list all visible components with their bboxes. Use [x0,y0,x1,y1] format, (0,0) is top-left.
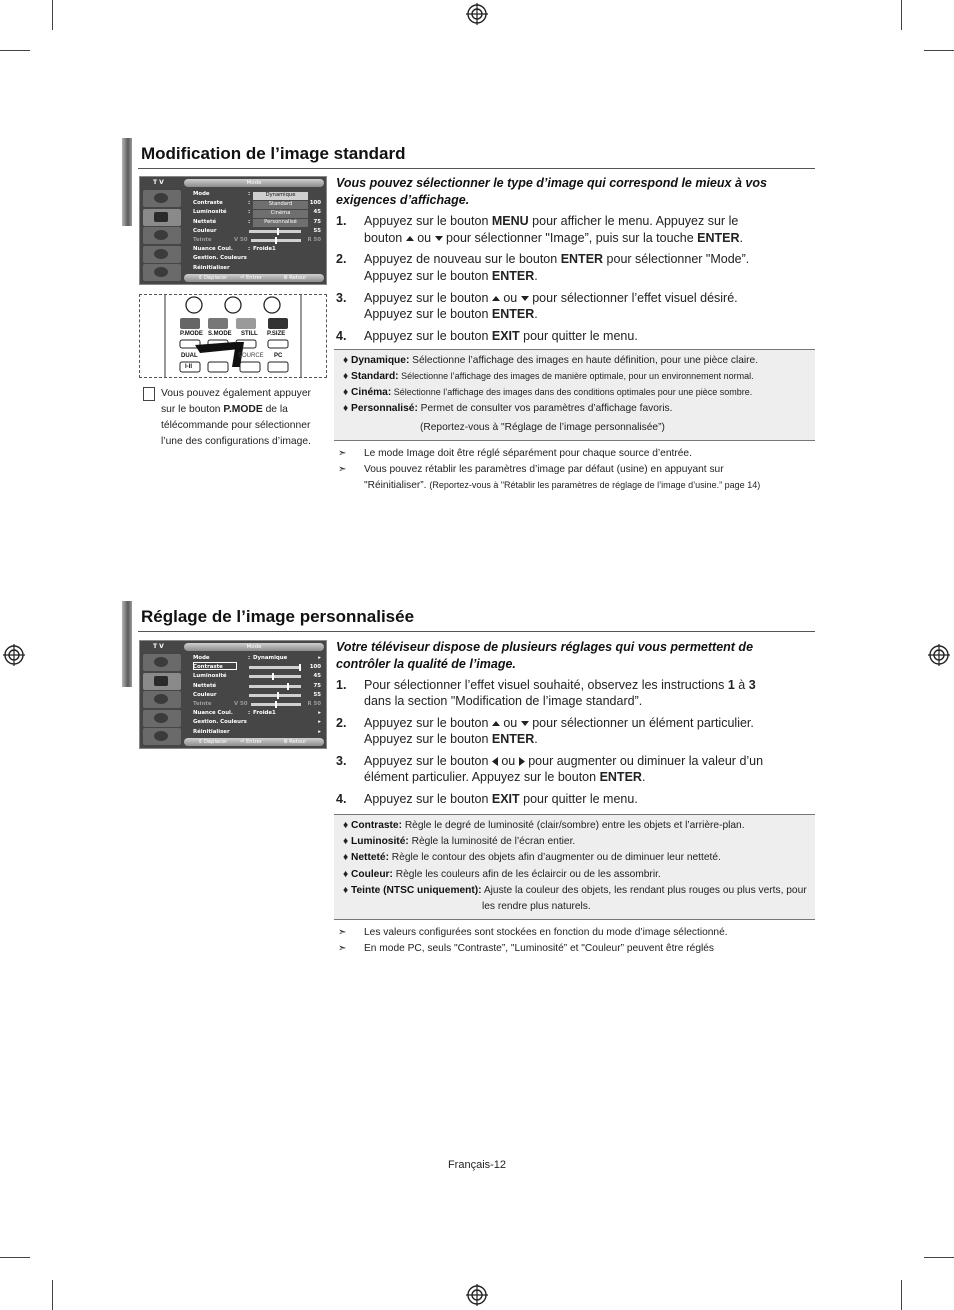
crop-mark [0,50,30,51]
crop-mark [901,1280,902,1310]
crop-mark [924,50,954,51]
remote-label: S.MODE [208,331,232,337]
crop-mark [901,0,902,30]
section-title: Réglage de l’image personnalisée [141,607,415,626]
registration-mark-icon [466,1284,488,1306]
registration-mark-icon [3,644,25,666]
remote-label: DUAL [181,353,198,359]
osd-row-color-tone: Nuance Coul. : Froide1 ▸ [193,710,321,717]
osd-footer [184,738,324,746]
remote-label: I-II [185,364,192,370]
dropdown-item: Standard [253,201,308,209]
osd-menu-custom [139,640,327,749]
osd-menu-mode [139,176,327,285]
bullet-item: ♦ Contraste: Règle le degré de luminosité (clair/sombre) entre les objets et l’arrière-plan. [343,820,745,831]
picture-icon [143,209,181,226]
up-arrow-icon [492,295,500,302]
remote-label: P.SIZE [267,331,286,337]
dropdown-item: Personnalisé [253,219,308,227]
sound-icon [143,691,181,708]
bullet-reference: (Reportez-vous à "Réglage de l’image personnalisée”) [420,422,665,433]
osd-row-color-management: Gestion. Couleurs [193,255,247,262]
registration-mark-icon [466,3,488,25]
osd-row-color: Couleur 55 [193,691,321,698]
intro-text: Vous pouvez sélectionner le type d’image qui correspond le mieux à vos exigences d’affichage. [336,176,767,207]
down-arrow-icon [521,295,529,302]
registration-mark-icon [928,644,950,666]
osd-row-tint: Teinte V 50 R 50 [193,236,321,243]
bullet-item: ♦ Couleur: Règle les couleurs afin de les éclaircir ou de les assombrir. [343,869,661,880]
bullet-item: ♦ Teinte (NTSC uniquement): Ajuste la couleur des objets, les rendant plus rouges ou plus verts, pour [343,885,807,896]
osd-footer [184,274,324,282]
input-icon [143,654,181,671]
up-arrow-icon [492,720,500,727]
move-hint: ⇕ Déplacer [198,739,228,745]
input-icon [143,190,181,207]
mode-descriptions-box [334,349,815,441]
osd-row-reset: Réinitialiser ▸ [193,728,321,735]
osd-side-icons [143,654,181,746]
osd-row-sharpness: Netteté 75 [193,682,321,689]
down-arrow-icon [435,235,443,242]
bullet-continued: les rendre plus naturels. [482,901,591,912]
remote-label: P.MODE [180,331,203,337]
move-hint: ⇕ Déplacer [198,275,228,281]
crop-mark [924,1257,954,1258]
remote-label: STILL [241,331,258,337]
crop-mark [52,0,53,30]
osd-row-sharpness: Netteté : 75 [193,218,321,225]
down-arrow-icon [521,720,529,727]
osd-row-color-management: Gestion. Couleurs ▸ [193,719,321,726]
bullet-item: ♦ Cinéma: Sélectionne l’affichage des images dans des conditions optimales pour une pièce sombre. [343,387,753,398]
osd-tv-label: T V [153,179,164,186]
crop-mark [52,1280,53,1310]
section-accent-bar [122,138,132,226]
osd-row-reset: Réinitialiser [193,264,230,271]
section-rule [138,631,815,632]
osd-row-tint: Teinte V 50 R 50 [193,700,321,707]
remote-body-icon [140,295,326,377]
tip-text: Vous pouvez également appuyer sur le bouton P.MODE de la télécommande pour sélectionner l’une des configurations d’image. [161,388,311,447]
back-hint: Ⅲ Retour [284,739,307,745]
bullet-item: ♦ Luminosité: Règle la luminosité de l’écran entier. [343,836,576,847]
osd-mode-dropdown [253,192,308,230]
osd-row-contrast: Contraste 100 [193,664,321,671]
osd-tv-label: T V [153,643,164,650]
osd-row-mode: Mode : [193,191,251,197]
setup-icon [143,264,181,281]
channel-icon [143,710,181,727]
remote-label: PC [274,353,283,359]
sound-icon [143,227,181,244]
picture-icon [143,673,181,690]
osd-row-color: Couleur 55 [193,227,321,234]
section-accent-bar [122,601,132,687]
dropdown-item: Dynamique [253,192,308,200]
osd-side-icons [143,190,181,282]
bullet-item: ♦ Dynamique: Sélectionne l’affichage des images en haute définition, pour une pièce claire. [343,355,759,366]
osd-row-contrast: Contraste : 100 [193,200,321,207]
section-rule [138,168,815,169]
osd-row-mode: Mode : Dynamique ▸ [193,655,321,661]
back-hint: Ⅲ Retour [284,275,307,281]
remote-illustration [139,294,327,378]
bullet-item: ♦ Netteté: Règle le contour des objets afin d’augmenter ou de diminuer leur netteté. [343,852,721,863]
osd-header: Mode [184,179,324,187]
enter-hint: ⏎ Entrer [240,275,262,281]
crop-mark [0,1257,30,1258]
osd-row-brightness: Luminosité 45 [193,673,321,680]
osd-header: Mode [184,643,324,651]
section-title: Modification de l’image standard [141,144,406,163]
channel-icon [143,246,181,263]
bullet-item: ♦ Standard: Sélectionne l’affichage des images de manière optimale, pour un environnement normal. [343,371,754,382]
bullet-item: ♦ Personnalisé: Permet de consulter vos paramètres d’affichage favoris. [343,403,673,414]
osd-rows [191,654,321,737]
page-number: Français-12 [447,1159,507,1171]
setup-icon [143,728,181,745]
enter-hint: ⏎ Entrer [240,739,262,745]
remote-label: SOURCE [238,353,264,359]
setting-descriptions-box [334,814,815,920]
osd-row-color-tone: Nuance Coul. : Froide1 [193,246,276,253]
intro-text: Votre téléviseur dispose de plusieurs réglages qui vous permettent de contrôler la qualité de l’image. [336,640,754,671]
dropdown-item: Cinéma [253,210,308,218]
up-arrow-icon [406,235,414,242]
osd-row-brightness: Luminosité : 45 [193,209,321,216]
